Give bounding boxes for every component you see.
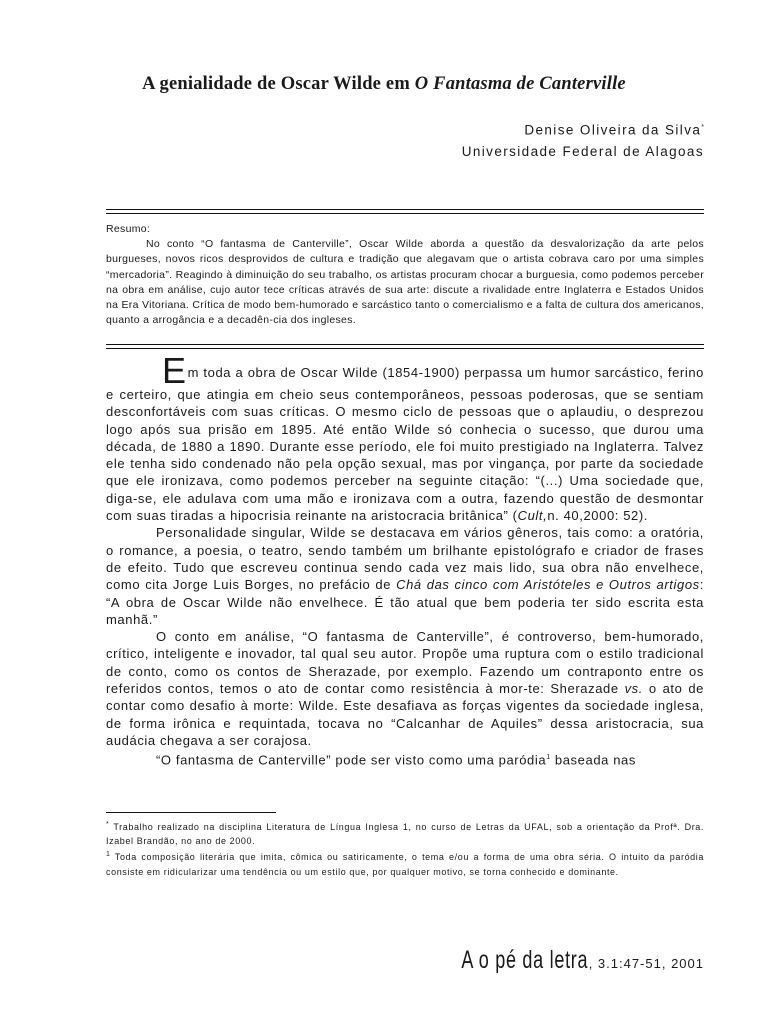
paragraph-2	[106, 524, 704, 628]
abstract-top-rule	[106, 209, 704, 210]
abstract-bottom-rule	[106, 344, 704, 345]
author-name: Denise Oliveira da Silva	[524, 122, 702, 138]
abstract-bottom-rule-2	[106, 348, 704, 349]
author-name-line	[462, 117, 704, 141]
journal-citation: , 3.1:47-51, 2001	[588, 956, 704, 971]
author-affiliation: Universidade Federal de Alagoas	[461, 143, 704, 159]
footnote-star-mark: *	[106, 821, 110, 828]
footnote-1	[106, 848, 704, 878]
abstract-text: No conto “O fantasma de Canterville”, Oscar Wilde aborda a questão da desvalorização da arte pelos burgueses, novos ricos desprovidos de cultura e tradição que alegavam que o artista cobrava caro por uma simples “mercadoria”. Reagindo à diminuição do seu trabalho, os artistas procuram chocar a burguesia, como podemos perceber na obra em análise, cujo autor tece críticas através de sua arte: discute a rivalidade entre Inglaterra e Estados Unidos na Era Vitoriana. Crítica de modo bem-humorado e sarcástico tanto o comercialismo e a falta de cultura dos americanos, quanto a arrogância e a decadên-cia dos ingleses.	[106, 238, 704, 327]
paragraph-2-text-a: Personalidade singular, Wilde se destacava em vários gêneros, tais como: a oratória, o romance, a poesia, o teatro, sendo também um brilhante epistológrafo e criador de frases de efeito. Tudo que escreveu continua sendo cada vez mais lido, sua obra não envelhece, como cita Jorge Luis Borges, no prefácio de	[106, 525, 704, 593]
citation-italic: Cult,	[517, 508, 548, 524]
article-title	[0, 74, 768, 95]
footnote-1-mark: 1	[106, 851, 111, 859]
paragraph-3	[106, 628, 704, 749]
paragraph-3-text-b: o ato de contar como desafio à morte: Wilde. Este desafiava as forças vigentes da sociedade inglesa, de forma irônica e requintada, tocava no “Calcanhar de Aquiles” dessa aristocracia, sua audácia chegava a ser corajosa.	[106, 681, 704, 748]
journal-name: A o pé da letra	[461, 946, 589, 974]
footnote-star-text: Trabalho realizado na disciplina Literatura de Língua Inglesa 1, no curso de Letras da UFAL, sob a orientação da Profª. Dra. Izabel Brandão, no ano de 2000.	[106, 822, 704, 847]
book-title-italic: Chá das cinco com Aristóteles e Outros artigos	[396, 577, 700, 593]
paragraph-4-end: baseada nas	[550, 752, 636, 768]
abstract-top-rule-2	[106, 213, 704, 214]
footnote-ref-1: 1	[546, 754, 551, 762]
drop-cap: E	[162, 350, 187, 391]
abstract-label: Resumo:	[106, 223, 151, 235]
paragraph-4-text: “O fantasma de Canterville” pode ser visto como uma paródia	[156, 752, 547, 768]
paragraph-1-text: m toda a obra de Oscar Wilde (1854-1900) perpassa um humor sarcástico, ferino e certeiro, que atingia em cheio seus contemporâneos, pessoas poderosas, que se sentiam desconfortáveis com suas críticas. O mesmo ciclo de pessoas que o aplaudiu, o desprezou logo após sua prisão em 1895. Até então Wilde só conhecia o sucesso, que durou uma década, de 1880 a 1890. Durante esse período, ele foi muito prestigiado na Inglaterra. Talvez ele tenha sido condenado não pela opção sexual, mas por vingança, por parte da sociedade que ele ironizava, como podemos perceber na seguinte citação: “(...) Uma sociedade que, diga-se, ele adulava com uma mão e ironizava com a outra, fazendo questão de desmontar com suas tiradas a hipocrisia reinante na aristocracia britânica” (	[106, 365, 704, 524]
author-block	[462, 117, 704, 162]
title-italic: O Fantasma de Canterville	[414, 74, 626, 94]
paragraph-1	[106, 350, 704, 524]
citation-rest: n. 40,2000: 52).	[547, 508, 648, 524]
footnotes	[106, 818, 704, 879]
versus-italic: vs.	[624, 681, 643, 697]
paragraph-4	[106, 749, 704, 769]
footnote-rule	[106, 812, 276, 813]
paragraph-2-text-b: : “A obra de Oscar Wilde não envelhece. É tão atual que bem poderia ter sido escrita esta manhã.”	[106, 577, 704, 627]
title-main: A genialidade de Oscar Wilde em	[142, 74, 415, 94]
page-footer	[412, 946, 704, 975]
footnote-star	[106, 818, 704, 848]
body-text	[106, 350, 704, 769]
footnote-1-text: Toda composição literária que imita, cômica ou satiricamente, o tema e/ou a forma de uma obra séria. O intuito da paródia consiste em ridicularizar uma tendência ou um estilo que, por qualquer motivo, se torna conhecido e dominante.	[106, 852, 704, 877]
author-footnote-mark: *	[701, 124, 704, 131]
abstract	[106, 222, 704, 328]
paragraph-3-text-a: O conto em análise, “O fantasma de Canterville”, é controverso, bem-humorado, crítico, inteligente e inovador, tal qual seu autor. Propõe uma ruptura com o estilo tradicional de conto, como os contos de Sherazade, por exemplo. Fazendo um contraponto entre os referidos contos, temos o ato de contar como resistência à mor-te: Sherazade	[106, 629, 704, 697]
